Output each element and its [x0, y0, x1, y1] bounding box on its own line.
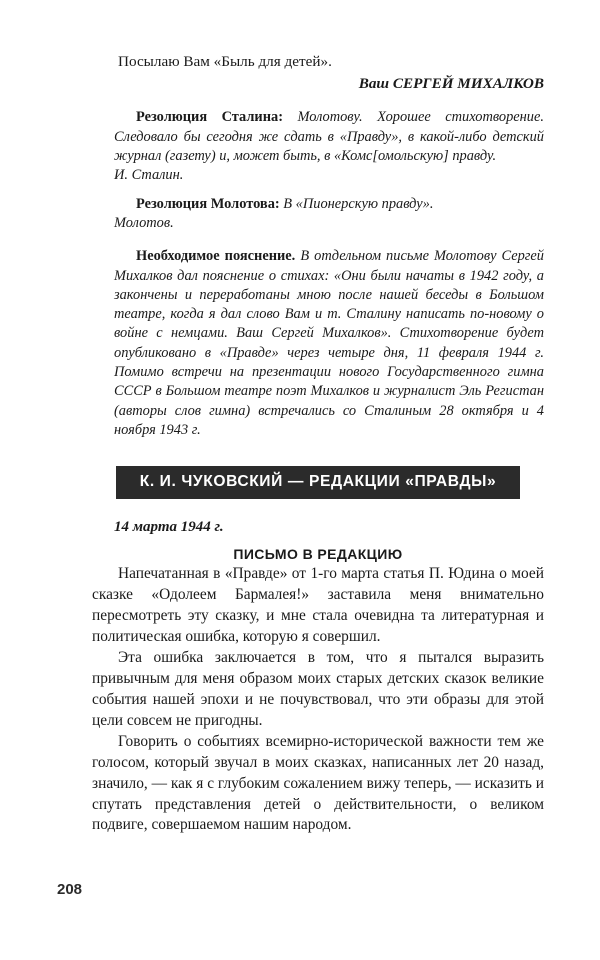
editorial-note-text — [114, 247, 544, 440]
body-paragraph: Говорить о событиях всемирно-исторической важности тем же голосом, который звучал в моих сказках, написанных лет 20 назад, значило, — как я с глубоким сожалением вижу теперь, — исказить и спутать представления детей о действительности, о великом подвиге, совершаемом нашим народом. — [92, 732, 544, 834]
letter-signature: Ваш СЕРГЕЙ МИХАЛКОВ — [358, 75, 544, 93]
resolution-molotov-body: В «Пионерскую правду». — [279, 195, 434, 212]
resolution-stalin-lead: Резолюция Сталина: — [136, 109, 283, 126]
page-number: 208 — [57, 881, 83, 898]
resolution-molotov-lead: Резолюция Молотова: — [136, 195, 280, 212]
resolution-stalin-signature: И. Сталин. — [114, 167, 184, 184]
resolution-molotov-signature: Молотов. — [114, 214, 174, 231]
resolution-stalin — [92, 108, 544, 185]
body-paragraph: Напечатанная в «Правде» от 1-го марта статья П. Юдина о моей сказке «Одолеем Бармалея!» заставила меня внимательно пересмотреть эту сказку, и мне стала очевидна та литературная и политическая ошибка, которую я совершил. — [92, 565, 544, 645]
resolution-stalin-text — [114, 108, 544, 166]
spacer — [92, 233, 544, 247]
resolution-molotov — [92, 195, 544, 234]
spacer — [92, 94, 544, 108]
letter-line: Посылаю Вам «Быль для детей». — [118, 53, 332, 70]
editorial-note-lead: Необходимое пояснение. — [136, 248, 296, 265]
resolution-molotov-text — [114, 195, 544, 214]
date-line: 14 марта 1944 г. — [114, 519, 224, 536]
chapter-banner: К. И. ЧУКОВСКИЙ — РЕДАКЦИИ «ПРАВДЫ» — [116, 466, 520, 499]
spacer — [92, 186, 544, 195]
editorial-note — [92, 247, 544, 440]
editorial-note-body: В отдельном письме Молотову Сергей Михалков дал пояснение о стихах: «Они были начаты в 1942 году, а закончены и переработаны мною после нашей беседы в Большом театре, когда я дал слово Вам и т. Сталину написать по-новому о войне с немцами. Ваш Сергей Михалков». Стихотворение будет опубликовано в «Правде» через четыре дня, 11 февраля 1944 г. Помимо встречи на презентации нового Государственного гимна СССР в Большом театре поэт Михалков и журналист Эль Регистан (авторы слов гимна) встречались со Сталиным 28 октября и 4 ноября 1943 г. — [114, 248, 544, 438]
body-paragraph: Эта ошибка заключается в том, что я пытался выразить привычным для меня образом моих старых детских сказок великие события нашей эпохи и не почувствовал, что эти образы для этой цели совсем не пригодны. — [92, 648, 544, 729]
resolution-stalin-body: Молотову. Хорошее стихотворение. Следовало бы сегодня же сдать в «Правду», в какой-либо детский журнал (газету) и, может быть, в «Комс[омольскую] правду. — [114, 109, 544, 165]
section-title: ПИСЬМО В РЕДАКЦИЮ — [233, 546, 403, 563]
